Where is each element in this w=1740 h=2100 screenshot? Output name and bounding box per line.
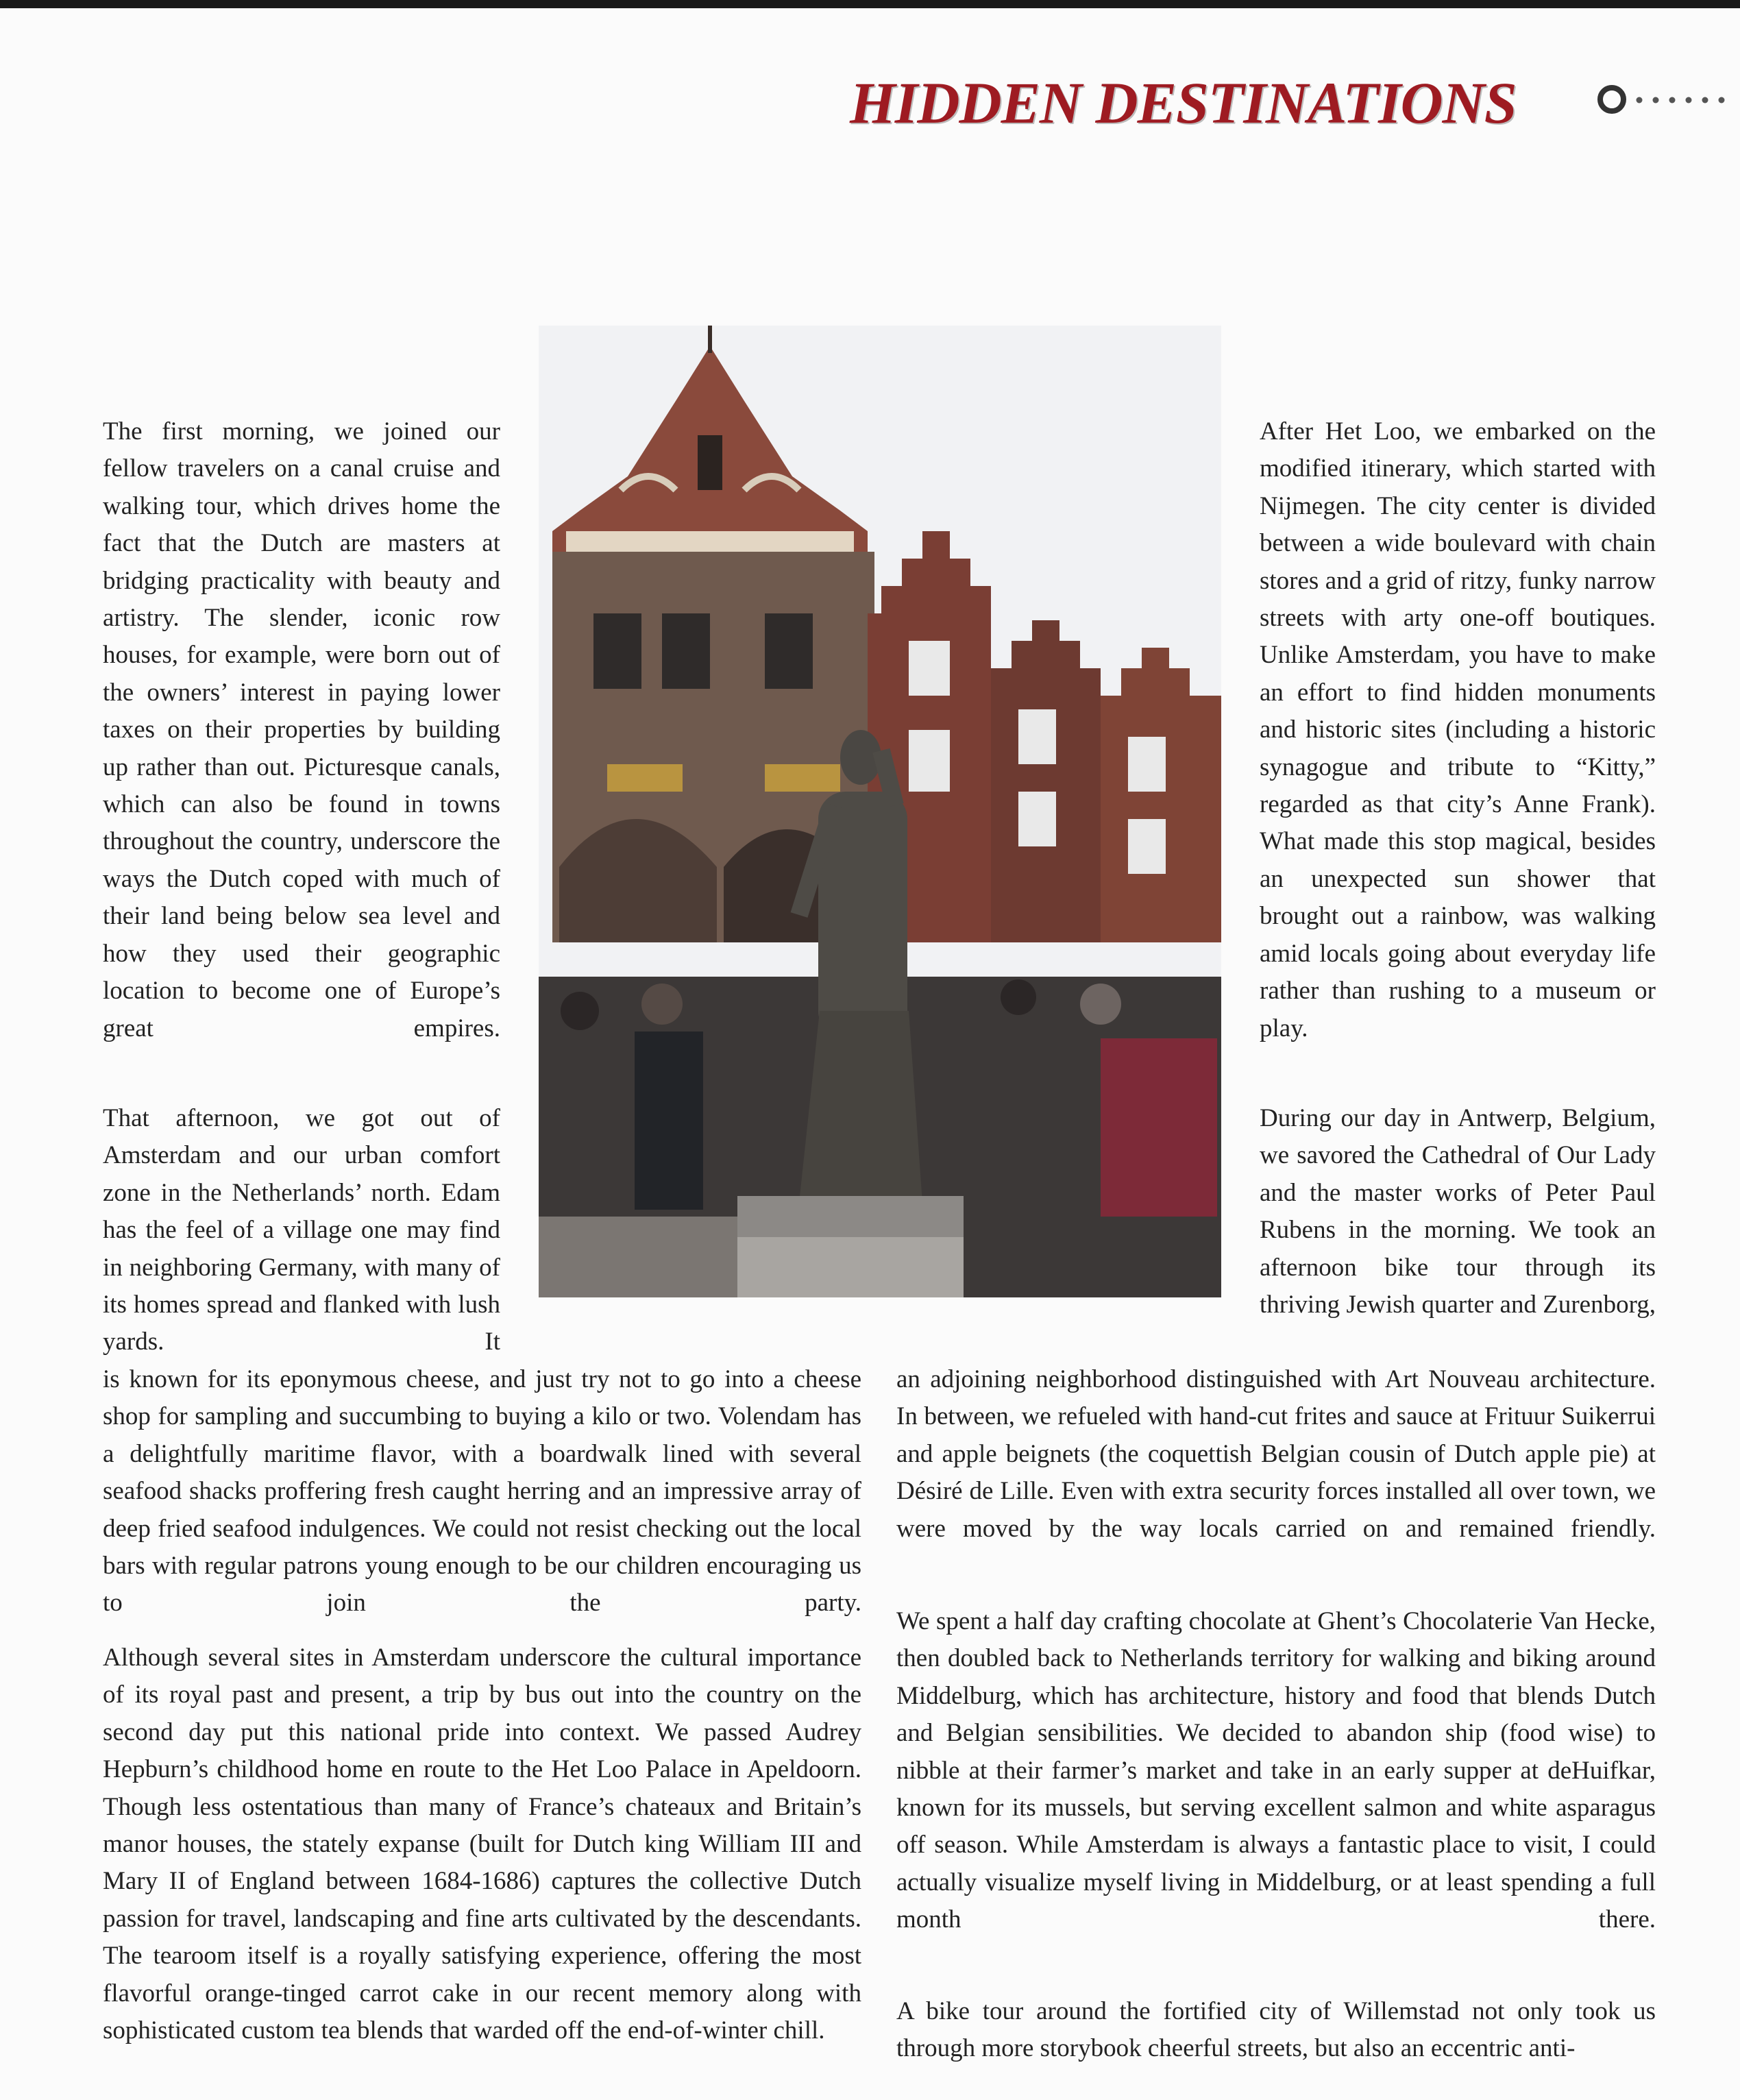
statue-photo-icon	[539, 326, 1221, 1297]
col1-paragraph-2-start: That afternoon, we got out of Amsterdam and our urban comfort zone in the Netherlands’ north. Edam has the feel of a village one may find in neighboring Germany, with many of its homes spread and flanked with lush yards. It	[103, 1104, 500, 1356]
col2-paragraph-1: After Het Loo, we embarked on the modified itinerary, which started with Nijmegen. The city center is divided between a wide boulevard with chain stores and a grid of ritzy, funky narrow streets with arty one-off boutiques. Unlike Amsterdam, you have to make an effort to find hidden monuments and historic sites (including a historic synagogue and tribute to “Kitty,” regarded as that city’s Anne Frank). What made this stop magical, besides an unexpected sun shower that brought out a rainbow, was walking amid locals going about everyday life rather than rushing to a museum or play.	[1260, 417, 1656, 1042]
section-dots-icon	[1597, 82, 1734, 117]
col1-paragraph-1: The first morning, we joined our fellow travelers on a canal cruise and walking tour, which drives home the fact that the Dutch are masters at bridging practicality with beauty and artistry. The slender, iconic row houses, for example, were born out of the owners’ interest in paying lower taxes on their properties by building up rather than out. Picturesque canals, which can also be found in towns throughout the country, underscore the ways the Dutch coped with much of their land being below sea level and how they used their geographic location to become one of Europe’s great empires.	[103, 417, 500, 1042]
top-edge-bar	[0, 0, 1740, 8]
col2-paragraph-3: We spent a half day crafting chocolate at Ghent’s Chocolaterie Van Hecke, then doubled back to Netherlands territory for walking and biking around Middelburg, which has architecture, history and food that blends Dutch and Belgian sensibilities. We decided to abandon ship (food wise) to nibble at their farmer’s market and take in an early supper at deHuifkar, known for its mussels, but serving excellent salmon and white asparagus off season. While Amsterdam is always a fantastic place to visit, I could actually visualize myself living in Middelburg, or at least spending a full month there.	[896, 1607, 1656, 1934]
col1-paragraph-2-end: is known for its eponymous cheese, and just try not to go into a cheese shop for sampling and succumbing to buying a kilo or two. Volendam has a delightfully maritime flavor, with a boardwalk lined with several seafood shacks proffering fresh caught herring and an impressive array of deep fried seafood indulgences. We could not resist checking out the local bars with regular patrons young enough to be our children encouraging us to join the party.	[103, 1365, 861, 1617]
col2-paragraph-2-end: an adjoining neighborhood distinguished with Art Nouveau architecture. In between, we refueled with hand-cut frites and sauce at Frituur Suikerrui and apple beignets (the coquettish Belgian cousin of Dutch apple pie) at Désiré de Lille. Even with extra security forces installed all over town, we were moved by the way locals carried on and remained friendly.	[896, 1365, 1656, 1543]
section-title: HIDDEN DESTINATIONS	[850, 70, 1517, 136]
statue-photo	[539, 326, 1221, 1297]
col2-paragraph-2-start: During our day in Antwerp, Belgium, we savored the Cathedral of Our Lady and the master works of Peter Paul Rubens in the morning. We took an afternoon bike tour through its thriving Jewish quarter and Zurenborg,	[1260, 1104, 1656, 1319]
col1-paragraph-3: Although several sites in Amsterdam underscore the cultural importance of its royal past and present, a trip by bus out into the country on the second day put this national pride into context. We passed Audrey Hepburn’s childhood home en route to the Het Loo Palace in Apeldoorn. Though less ostentatious than many of France’s chateaux and Britain’s manor houses, the stately expanse (built for Dutch king William III and Mary II of England between 1684-1686) captures the collective Dutch passion for travel, landscaping and fine arts cultivated by the descendants. The tearoom itself is a royally satisfying experience, offering the most flavorful orange-tinged carrot cake in our recent memory along with sophisticated custom tea blends that warded off the end-of-winter chill.	[103, 1644, 861, 2045]
col2-paragraph-4: A bike tour around the fortified city of Willemstad not only took us through more storybook cheerful streets, but also an eccentric anti-	[896, 1997, 1656, 2063]
